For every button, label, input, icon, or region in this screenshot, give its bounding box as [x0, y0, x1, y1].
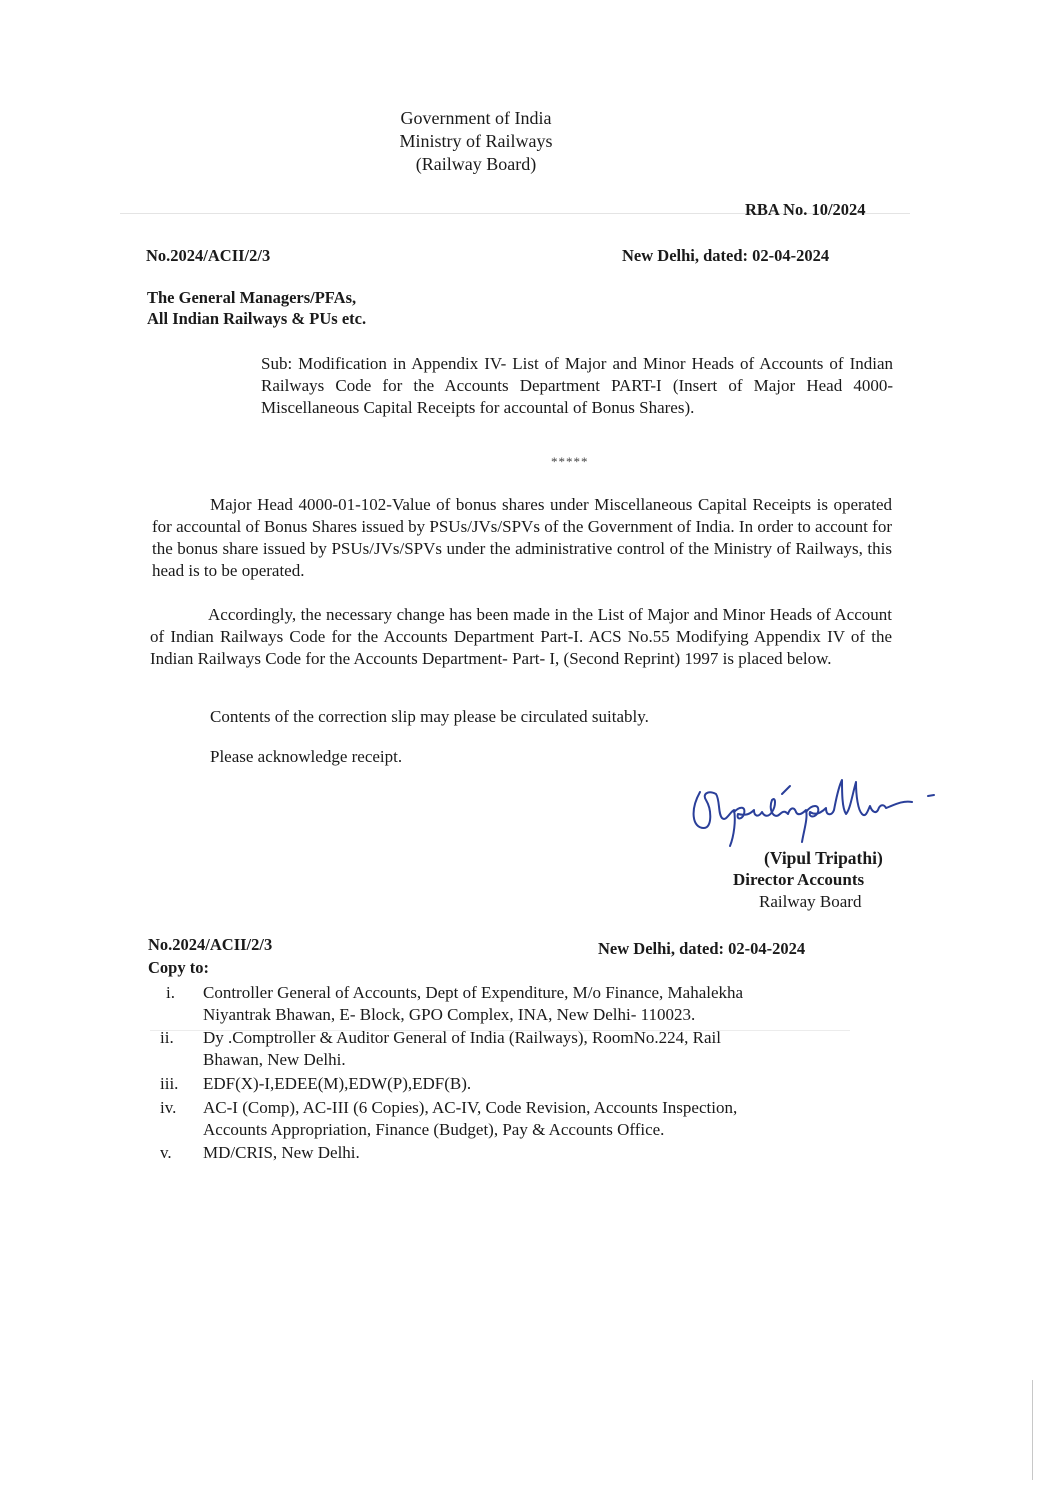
- signatory-designation: Director Accounts: [733, 870, 865, 889]
- copy-item: [148, 1027, 868, 1071]
- paragraph-4: Please acknowledge receipt.: [210, 747, 403, 766]
- copy-item-text: [203, 1027, 853, 1070]
- copy-item-line: AC-I (Comp), AC-III (6 Copies), AC-IV, Code Revision, Accounts Inspection,: [203, 1098, 738, 1117]
- addressee: [147, 287, 366, 329]
- addressee-line-2: All Indian Railways & PUs etc.: [147, 309, 367, 328]
- copy-item: [148, 1142, 868, 1164]
- copy-item-number: iv.: [160, 1098, 177, 1117]
- copy-item-number: iii.: [160, 1074, 179, 1093]
- copy-item-line: Controller General of Accounts, Dept of Expenditure, M/o Finance, Mahalekha: [203, 983, 744, 1002]
- copy-item: [148, 982, 868, 1026]
- copy-item-number: ii.: [160, 1028, 174, 1047]
- signatory-name: (Vipul Tripathi): [764, 848, 883, 868]
- subject: Sub: Modification in Appendix IV- List of Major and Minor Heads of Accounts of Indian Railways Code for the Accounts Department PART-I (Insert of Major Head 4000- Miscellaneous Capital Receipts for accountal of Bonus Shares).: [261, 354, 893, 417]
- paragraph-3: Contents of the correction slip may please be circulated suitably.: [210, 707, 649, 726]
- copy-item: [148, 1073, 868, 1095]
- paragraph-2: [150, 604, 892, 670]
- copy-item-number: i.: [166, 983, 175, 1002]
- copy-item-line: MD/CRIS, New Delhi.: [203, 1143, 360, 1162]
- letterhead: [0, 107, 952, 176]
- scan-artifact: [1032, 1380, 1033, 1480]
- copy-to-label: Copy to:: [148, 958, 209, 977]
- copy-item: [148, 1097, 868, 1141]
- copy-item-text: [203, 982, 853, 1025]
- copy-item-number: v.: [160, 1143, 172, 1162]
- copy-item-text: [203, 1097, 853, 1140]
- copy-item-line: Niyantrak Bhawan, E- Block, GPO Complex, INA, New Delhi- 110023.: [203, 1004, 696, 1024]
- copy-item-line: Dy .Comptroller & Auditor General of India (Railways), RoomNo.224, Rail: [203, 1028, 721, 1047]
- copy-letter-date: New Delhi, dated: 02-04-2024: [598, 939, 806, 958]
- copy-letter-number: No.2024/ACII/2/3: [148, 935, 273, 954]
- paragraph-1-text: Major Head 4000-01-102-Value of bonus shares under Miscellaneous Capital Receipts is operated for accountal of Bonus Shares issued by PSUs/JVs/SPVs of the Government of India. In order to account for the bonus share issued by PSUs/JVs/SPVs under the administrative control of the Ministry of Railways, this head is to be operated.: [152, 495, 892, 580]
- separator-stars: *****: [551, 454, 589, 469]
- copy-item-line: Bhawan, New Delhi.: [203, 1049, 346, 1069]
- copy-item-line: Accounts Appropriation, Finance (Budget), Pay & Accounts Office.: [203, 1119, 665, 1139]
- copy-item-text: [203, 1073, 853, 1095]
- copy-item-text: [203, 1142, 853, 1164]
- paragraph-2-text: Accordingly, the necessary change has been made in the List of Major and Minor Heads of Account of Indian Railways Code for the Accounts Department Part-I. ACS No.55 Modifying Appendix IV of the Indian Railways Code for the Accounts Department- Part- I, (Second Reprint) 1997 is placed below.: [150, 605, 892, 668]
- letter-date: New Delhi, dated: 02-04-2024: [622, 246, 830, 265]
- letter-number: No.2024/ACII/2/3: [146, 246, 271, 265]
- rba-number: RBA No. 10/2024: [745, 200, 866, 219]
- signatory-office: Railway Board: [759, 892, 862, 911]
- letterhead-line-1: Government of India: [400, 108, 552, 128]
- copy-item-line: EDF(X)-I,EDEE(M),EDW(P),EDF(B).: [203, 1074, 472, 1093]
- letterhead-line-2: Ministry of Railways: [399, 131, 553, 151]
- paragraph-1: [152, 494, 892, 582]
- letterhead-line-3: (Railway Board): [415, 154, 537, 174]
- addressee-line-1: The General Managers/PFAs,: [147, 288, 357, 307]
- signature-image: [682, 770, 962, 850]
